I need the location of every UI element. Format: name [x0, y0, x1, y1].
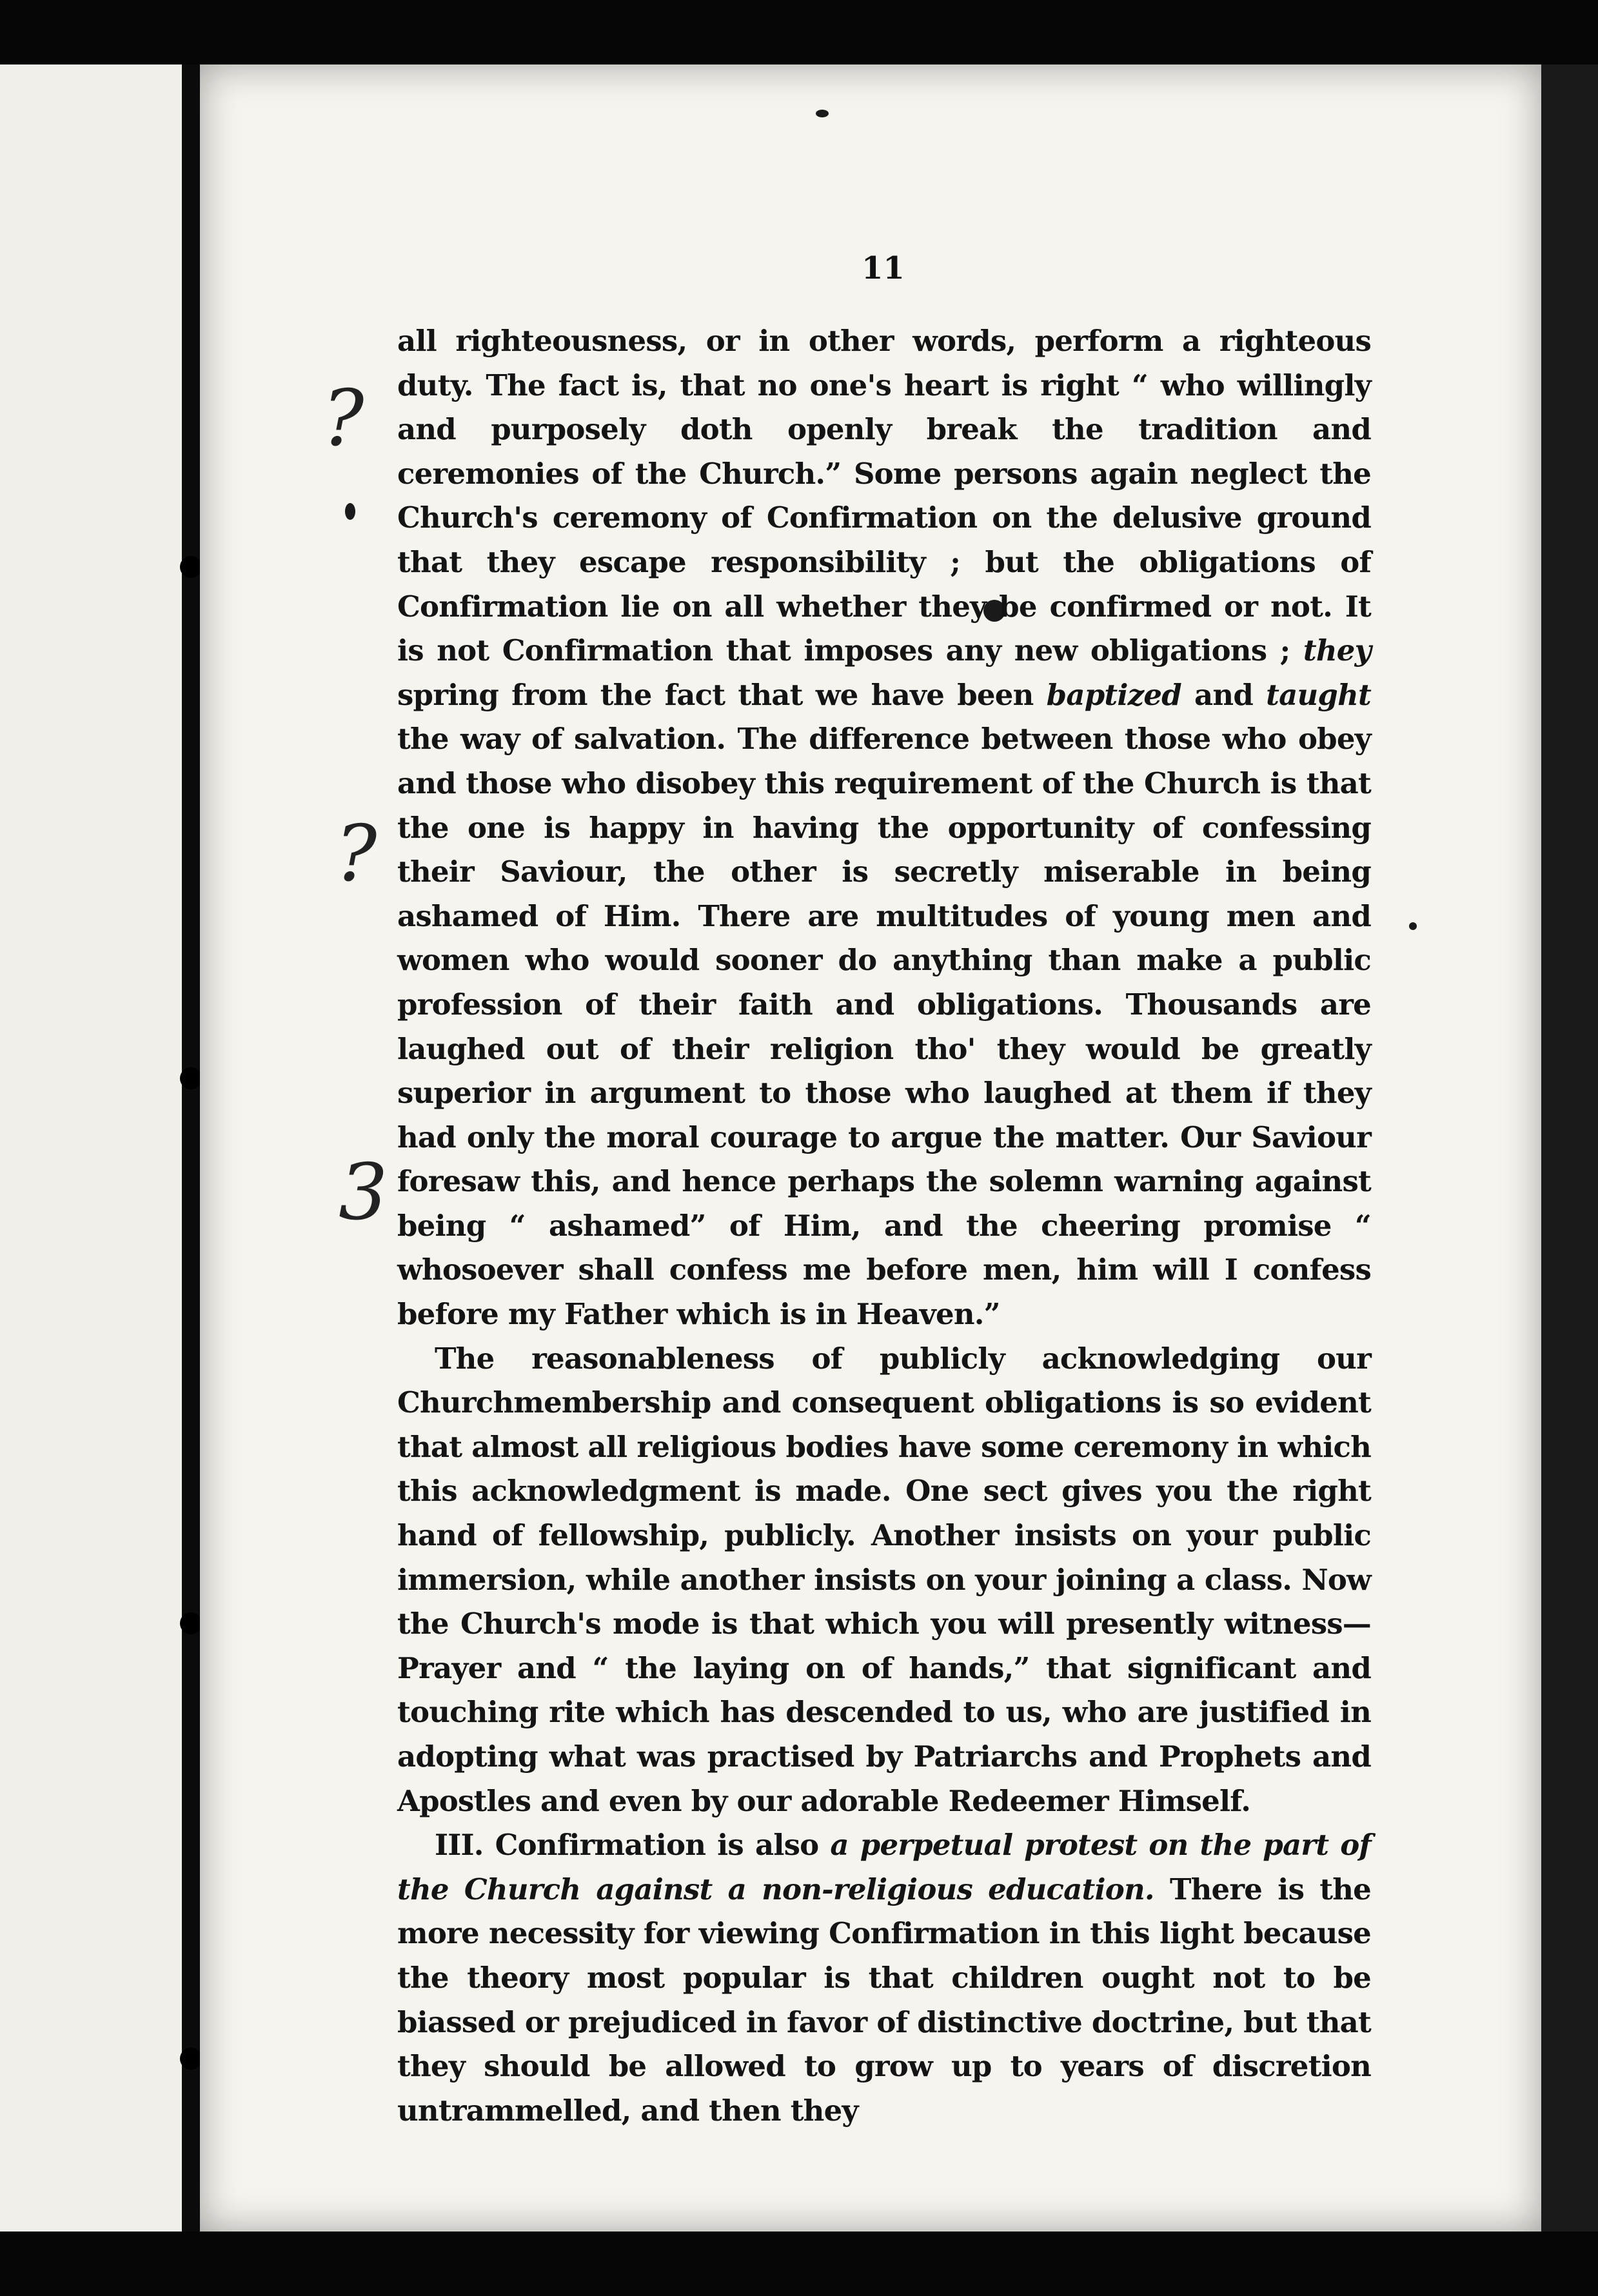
italic-text: they: [1303, 633, 1371, 668]
handwritten-margin-mark: ?: [335, 809, 377, 899]
text-run: the way of salvation. The difference between those who obey and those who disobey this requirement of the Church is that the one is happy in having the opportunity of confessing their Saviour, the other is secretly miserable in being ashamed of Him. There are multitudes of young men and women who would sooner do anything than make a public profession of their faith and obligations. Thousands are laughed out of their religion tho' they would be greatly superior in argument to those who laughed at them if they had only the moral courage to argue the matter. Our Saviour foresaw this, and hence perhaps the solemn warning against being “ ashamed” of Him, and the cheering promise “ whosoever shall confess me before men, him will I confess before my Father which is in Heaven.”: [397, 722, 1371, 1332]
ink-speck: [1409, 922, 1417, 930]
page-right-shadow: [1541, 64, 1598, 2232]
handwritten-margin-mark: ?: [322, 374, 364, 464]
italic-text: baptized: [1046, 677, 1181, 712]
binding-stitch: [180, 556, 202, 578]
text-run: spring from the fact that we have been: [397, 677, 1047, 712]
binding-stitch: [180, 2048, 202, 2070]
paragraph: [397, 1337, 1371, 1824]
binding-stitch: [180, 1067, 202, 1089]
text-run: III. Confirmation is also: [435, 1828, 831, 1863]
binding-stitch: [180, 1612, 202, 1634]
ink-speck: [345, 503, 355, 520]
book-gutter: [182, 64, 200, 2232]
text-run: and: [1181, 677, 1267, 712]
text-run: The reasonableness of publicly acknowledging our Churchmembership and consequent obligations is so evident that almost all religious bodies have some ceremony in which this acknowledgment is made. One sect gives you the right hand of fellowship, publicly. Another insists on your public immersion, while another insists on your joining a class. Now the Church's mode is that which you will presently witness—Prayer and “ the laying on of hands,” that significant and touching rite which has descended to us, who are justified in adopting what was practised by Patriarchs and Prophets and Apostles and even by our adorable Redeemer Himself.: [397, 1341, 1371, 1818]
body-text: [397, 319, 1371, 2133]
handwritten-margin-mark: 3: [339, 1148, 388, 1238]
paragraph: [397, 319, 1371, 1337]
paragraph: [397, 1823, 1371, 2133]
text-run: There is the more necessity for viewing Confirmation in this light because the theory most popular is that children ought not to be biassed or prejudiced in favor of distinctive doctrine, but that they should be allowed to grow up to years of discretion untrammelled, and then they: [397, 1872, 1371, 2128]
italic-text: a perpetual protest on the part of the Church against a non-religious education.: [397, 1828, 1371, 1906]
page-number: 11: [862, 250, 905, 286]
italic-text: taught: [1266, 677, 1371, 712]
ink-speck: [816, 110, 829, 117]
adjacent-page-edge: [0, 64, 193, 2232]
text-run: all righteousness, or in other words, perform a righteous duty. The fact is, that no one's heart is right “ who willingly and purposely doth openly break the tradition and ceremonies of the Church.” Some persons again neglect the Church's ceremony of Confirmation on the delusive ground that they escape responsibility ; but the obligations of Confirmation lie on all whether they be confirmed or not. It is not Confirmation that imposes any new obligations ;: [397, 324, 1371, 668]
